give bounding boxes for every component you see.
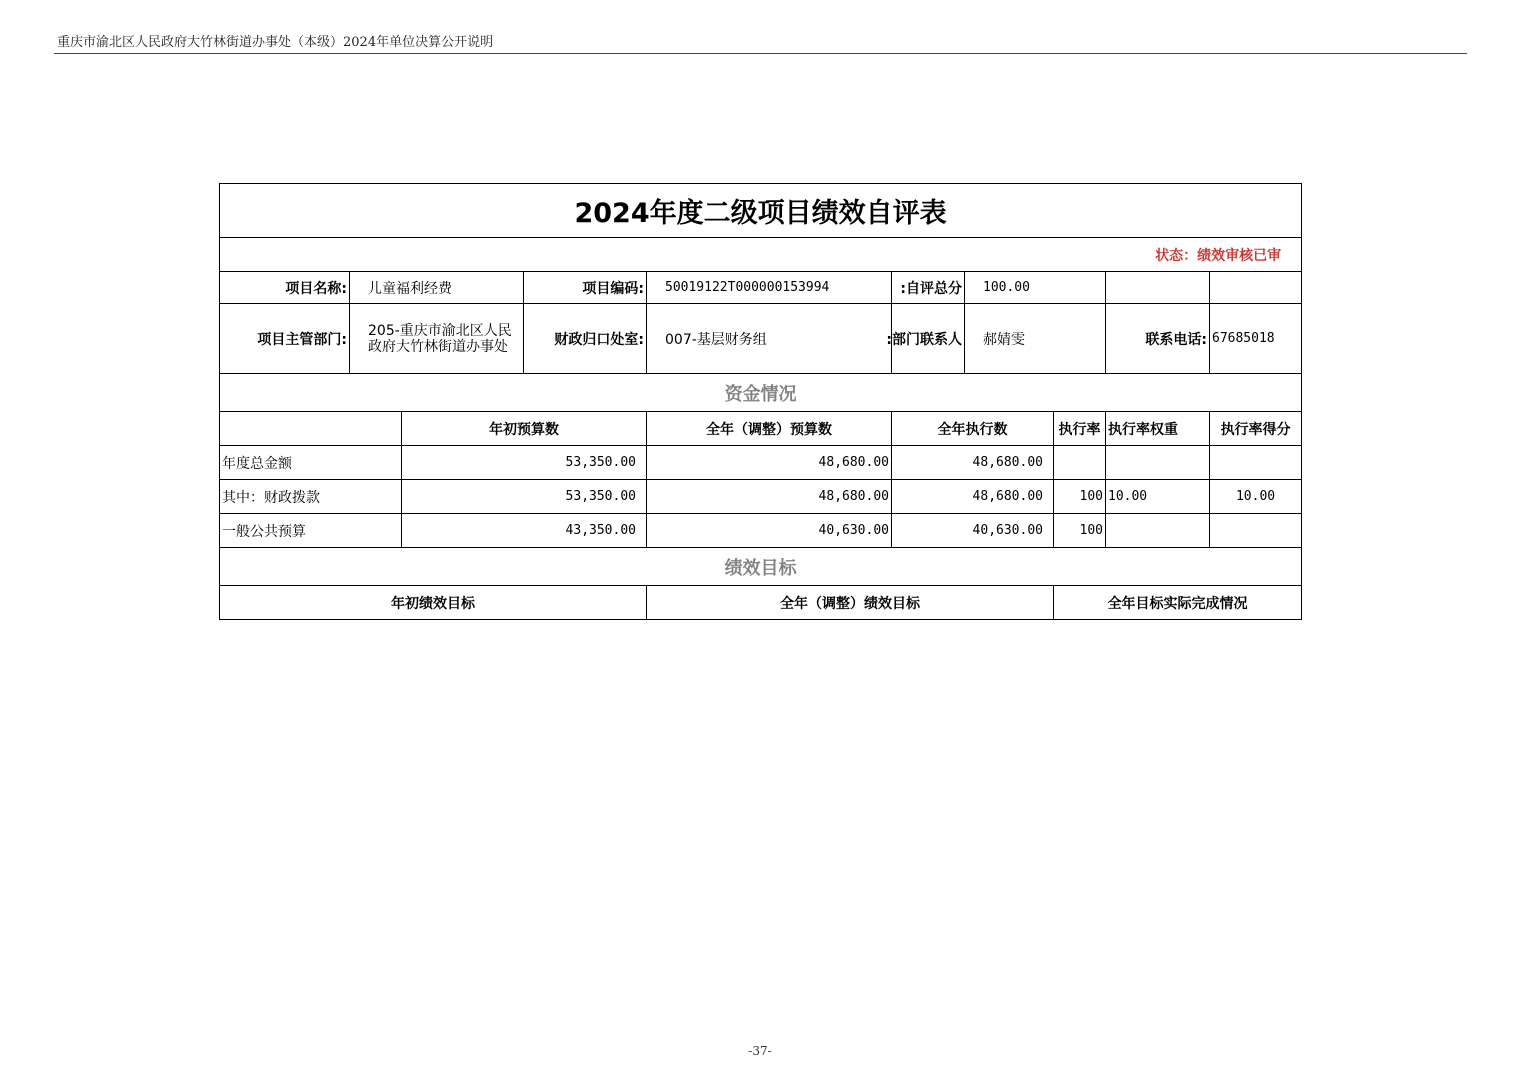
empty-cell <box>1106 272 1210 304</box>
contact-label: 部门联系人: <box>892 304 965 374</box>
funds-row-adjusted: 40,630.00 <box>647 514 892 548</box>
funds-row-initial: 43,350.00 <box>402 514 647 548</box>
empty-cell <box>1210 272 1302 304</box>
goals-header-adjusted: 全年（调整）绩效目标 <box>647 586 1054 620</box>
project-name-value: 儿童福利经费 <box>350 272 524 304</box>
goals-header-actual: 全年目标实际完成情况 <box>1054 586 1302 620</box>
funds-row-score <box>1210 446 1302 480</box>
dept-value: 205-重庆市渝北区人民政府大竹林街道办事处 <box>350 304 524 374</box>
page-number: -37- <box>748 1044 772 1058</box>
funds-row-label: 其中：财政拨款 <box>220 480 402 514</box>
funds-header-score: 执行率得分 <box>1210 412 1302 446</box>
finance-office-label: 财政归口处室: <box>524 304 647 374</box>
funds-row-initial: 53,350.00 <box>402 446 647 480</box>
performance-table <box>219 183 1302 620</box>
funds-row-rate <box>1054 446 1106 480</box>
funds-row-executed: 48,680.00 <box>892 480 1054 514</box>
funds-row-adjusted: 48,680.00 <box>647 480 892 514</box>
funds-header-initial: 年初预算数 <box>402 412 647 446</box>
page-header: 重庆市渝北区人民政府大竹林街道办事处（本级）2024年单位决算公开说明 <box>57 35 494 50</box>
funds-row-adjusted: 48,680.00 <box>647 446 892 480</box>
funds-row-initial: 53,350.00 <box>402 480 647 514</box>
funds-row-rate: 100 <box>1054 514 1106 548</box>
project-code-value: 50019122T000000153994 <box>647 272 892 304</box>
funds-row-weight: 10.00 <box>1106 480 1210 514</box>
funds-header-executed: 全年执行数 <box>892 412 1054 446</box>
funds-row-score: 10.00 <box>1210 480 1302 514</box>
dept-label: 项目主管部门: <box>220 304 350 374</box>
funds-row-rate: 100 <box>1054 480 1106 514</box>
self-score-value: 100.00 <box>965 272 1106 304</box>
funds-section-title: 资金情况 <box>220 374 1302 412</box>
funds-header-adjusted: 全年（调整）预算数 <box>647 412 892 446</box>
funds-row-label: 一般公共预算 <box>220 514 402 548</box>
project-code-label: 项目编码: <box>524 272 647 304</box>
funds-row-executed: 40,630.00 <box>892 514 1054 548</box>
funds-header-rate: 执行率 <box>1054 412 1106 446</box>
status-text: 状态：绩效审核已审 <box>220 238 1302 272</box>
self-score-label: 自评总分: <box>892 272 965 304</box>
funds-row-score <box>1210 514 1302 548</box>
table-title: 2024年度二级项目绩效自评表 <box>220 184 1302 238</box>
finance-office-value: 007-基层财务组 <box>647 304 892 374</box>
phone-value: 67685018 <box>1210 304 1302 374</box>
funds-row-weight <box>1106 514 1210 548</box>
funds-header-blank <box>220 412 402 446</box>
header-divider <box>54 53 1467 54</box>
funds-row-weight <box>1106 446 1210 480</box>
funds-row-label: 年度总金额 <box>220 446 402 480</box>
phone-label: 联系电话: <box>1106 304 1210 374</box>
goals-section-title: 绩效目标 <box>220 548 1302 586</box>
funds-header-weight: 执行率权重 <box>1106 412 1210 446</box>
funds-row-executed: 48,680.00 <box>892 446 1054 480</box>
project-name-label: 项目名称: <box>220 272 350 304</box>
contact-value: 郝婧雯 <box>965 304 1106 374</box>
goals-header-initial: 年初绩效目标 <box>220 586 647 620</box>
